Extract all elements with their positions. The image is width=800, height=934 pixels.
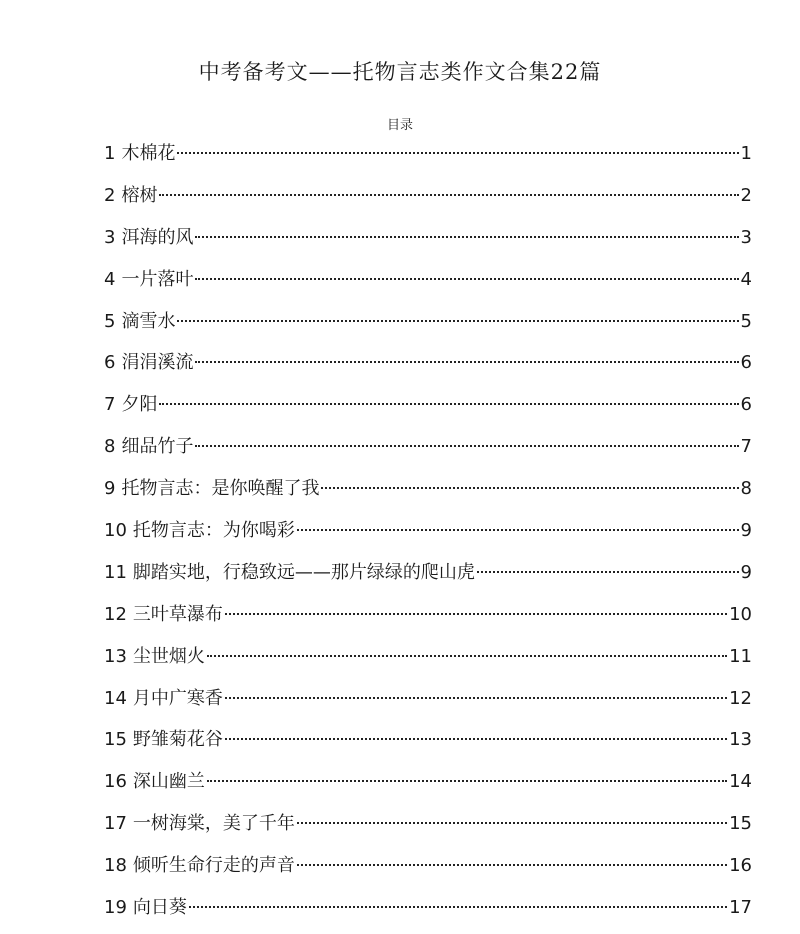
toc-entry-page: 9 bbox=[740, 561, 752, 583]
toc-entry-title: 托物言志：是你唤醒了我 bbox=[121, 478, 320, 500]
toc-entry[interactable] bbox=[104, 347, 752, 389]
toc-entry[interactable] bbox=[104, 892, 752, 934]
dot-leader bbox=[195, 278, 738, 280]
toc-entry-title: 向日葵 bbox=[132, 897, 187, 919]
toc-entry[interactable] bbox=[104, 724, 752, 766]
toc-entry-page: 16 bbox=[729, 855, 752, 877]
toc-entry[interactable] bbox=[104, 389, 752, 431]
toc-entry-title: 滴雪水 bbox=[121, 310, 176, 332]
toc-entry[interactable] bbox=[104, 850, 752, 892]
toc-entry[interactable] bbox=[104, 473, 752, 515]
toc-entry-title: 榕树 bbox=[121, 184, 158, 206]
toc-entry[interactable] bbox=[104, 557, 752, 599]
toc-entry-page: 12 bbox=[729, 687, 752, 709]
dot-leader bbox=[225, 738, 727, 740]
toc-entry-page: 9 bbox=[740, 520, 752, 542]
toc-entry[interactable] bbox=[104, 599, 752, 641]
toc-entry-title: 夕阳 bbox=[121, 394, 158, 416]
toc-entry-number: 7 bbox=[104, 394, 116, 416]
toc-entry-page: 7 bbox=[740, 436, 752, 458]
toc-entry[interactable] bbox=[104, 515, 752, 557]
toc-entry-number: 2 bbox=[104, 184, 116, 206]
dot-leader bbox=[321, 487, 738, 489]
toc-entry-title: 洱海的风 bbox=[121, 226, 194, 248]
toc-entry-title: 木棉花 bbox=[121, 143, 176, 164]
toc-entry-title: 深山幽兰 bbox=[132, 771, 205, 793]
toc-entry-number: 18 bbox=[104, 855, 127, 877]
toc-entry-number: 14 bbox=[104, 687, 127, 709]
toc-entry-page: 17 bbox=[729, 897, 752, 919]
dot-leader bbox=[195, 361, 738, 363]
toc-entry[interactable] bbox=[104, 180, 752, 222]
dot-leader bbox=[225, 613, 727, 615]
toc-entry[interactable] bbox=[104, 306, 752, 348]
dot-leader bbox=[477, 571, 739, 573]
toc-entry-number: 11 bbox=[104, 561, 127, 583]
toc-entry[interactable] bbox=[104, 766, 752, 808]
toc-entry-number: 4 bbox=[104, 268, 116, 290]
toc-entry-number: 8 bbox=[104, 436, 116, 458]
dot-leader bbox=[297, 822, 727, 824]
toc-entry-title: 月中广寒香 bbox=[132, 687, 223, 709]
document-title: 中考备考文——托物言志类作文合集22篇 bbox=[198, 60, 602, 84]
toc-entry-title: 尘世烟火 bbox=[132, 645, 205, 667]
dot-leader bbox=[159, 403, 738, 405]
toc-entry-page: 11 bbox=[729, 645, 752, 667]
toc-entry[interactable] bbox=[104, 683, 752, 725]
toc-entry-number: 3 bbox=[104, 226, 116, 248]
toc-entry-page: 5 bbox=[740, 310, 752, 332]
toc-entry-page: 15 bbox=[729, 813, 752, 835]
toc-entry[interactable] bbox=[104, 808, 752, 850]
toc-entry[interactable] bbox=[104, 641, 752, 683]
toc-entry-title: 一片落叶 bbox=[121, 268, 194, 290]
toc-entry-page: 6 bbox=[740, 394, 752, 416]
toc-entry-number: 13 bbox=[104, 645, 127, 667]
toc-entry-title: 脚踏实地，行稳致远——那片绿绿的爬山虎 bbox=[132, 561, 475, 583]
toc-entry-title: 托物言志：为你喝彩 bbox=[132, 520, 295, 542]
toc-entry-page: 6 bbox=[740, 352, 752, 374]
table-of-contents bbox=[104, 138, 752, 934]
dot-leader bbox=[207, 655, 727, 657]
toc-entry[interactable] bbox=[104, 222, 752, 264]
toc-entry-number: 12 bbox=[104, 603, 127, 625]
toc-entry-page: 8 bbox=[740, 478, 752, 500]
toc-entry-number: 9 bbox=[104, 478, 116, 500]
toc-entry-page: 10 bbox=[729, 603, 752, 625]
toc-entry-title: 三叶草瀑布 bbox=[132, 603, 223, 625]
toc-entry-number: 5 bbox=[104, 310, 116, 332]
toc-entry-title: 一树海棠，美了千年 bbox=[132, 813, 295, 835]
toc-entry-number: 15 bbox=[104, 729, 127, 751]
toc-entry-page: 3 bbox=[740, 226, 752, 248]
dot-leader bbox=[189, 906, 727, 908]
toc-entry-title: 倾听生命行走的声音 bbox=[132, 855, 295, 877]
dot-leader bbox=[159, 194, 738, 196]
dot-leader bbox=[297, 864, 727, 866]
toc-entry-number: 1 bbox=[104, 143, 116, 164]
toc-entry[interactable] bbox=[104, 431, 752, 473]
toc-entry-title: 细品竹子 bbox=[121, 436, 194, 458]
dot-leader bbox=[225, 697, 727, 699]
toc-entry-number: 19 bbox=[104, 897, 127, 919]
dot-leader bbox=[207, 780, 727, 782]
toc-entry-page: 13 bbox=[729, 729, 752, 751]
toc-entry-page: 2 bbox=[740, 184, 752, 206]
toc-entry-title: 野雏菊花谷 bbox=[132, 729, 223, 751]
toc-entry[interactable] bbox=[104, 138, 752, 180]
dot-leader bbox=[195, 445, 738, 447]
dot-leader bbox=[195, 236, 738, 238]
toc-entry-number: 16 bbox=[104, 771, 127, 793]
toc-entry[interactable] bbox=[104, 264, 752, 306]
toc-entry-page: 14 bbox=[729, 771, 752, 793]
toc-entry-page: 1 bbox=[740, 143, 752, 164]
dot-leader bbox=[297, 529, 739, 531]
toc-entry-number: 17 bbox=[104, 813, 127, 835]
toc-heading: 目录 bbox=[386, 118, 413, 133]
toc-entry-number: 6 bbox=[104, 352, 116, 374]
dot-leader bbox=[177, 152, 738, 154]
toc-entry-number: 10 bbox=[104, 520, 127, 542]
toc-entry-page: 4 bbox=[740, 268, 752, 290]
dot-leader bbox=[177, 320, 738, 322]
toc-entry-title: 涓涓溪流 bbox=[121, 352, 194, 374]
